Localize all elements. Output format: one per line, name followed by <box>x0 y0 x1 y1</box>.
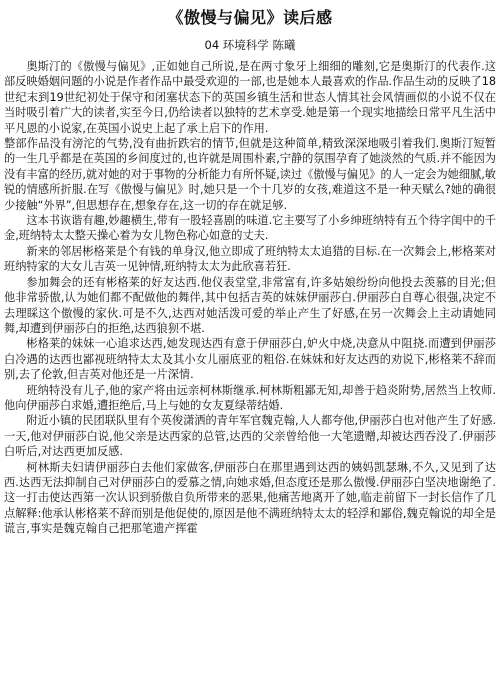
paragraph-8: 附近小镇的民团联队里有个英俊潇洒的青年军官魏克翰,人人都夸他,伊丽莎白也对他产生了好感.一天,他对伊丽莎白说,他父亲是达西家的总管,达西的父亲曾给他一大笔遗赠,却被达西吞没了.伊丽莎白听后,对达西更加反感. <box>4 414 496 459</box>
document-title: 《傲慢与偏见》读后感 <box>167 8 333 27</box>
paragraph-5: 参加舞会的还有彬格莱的好友达西.他仪表堂堂,非常富有,许多姑娘纷纷向他投去羡慕的目光;但他非常骄傲,认为她们都不配做他的舞伴,其中包括吉英的妹妹伊丽莎白.伊丽莎白自尊心很强,决定不去理睬这个傲慢的家伙.可是不久,达西对她活泼可爱的举止产生了好感,在另一次舞会上主动请她同舞,却遭到伊丽莎白的拒绝,达西狼狈不堪. <box>4 275 496 335</box>
paragraph-2: 整部作品没有滂沱的气势,没有曲折跌宕的情节,但就是这种简单,精致深深地吸引着我们.奥斯汀短暂的一生几乎都是在英国的乡间度过的,也许就是周围朴素,宁静的氛围孕育了她淡然的气质.并不能因为没有丰富的经历,就对她的对于事物的分析能力有所怀疑,读过《傲慢与偏见》的人一定会为她细腻,敏锐的情感所折服.在写《傲慢与偏见》时,她只是一个十几岁的女孩,难道这不是一种天赋么?她的确很少接触“外界”,但思想存在,想象存在,这一切的存在就足够. <box>4 137 496 212</box>
document-body <box>4 59 496 537</box>
paragraph-3: 这本书诙谐有趣,妙趣横生,带有一股轻喜剧的味道.它主要写了小乡绅班纳特有五个待字闺中的千金,班纳特太太整天操心着为女儿物色称心如意的丈夫. <box>4 214 496 243</box>
paragraph-6: 彬格莱的妹妹一心追求达西,她发现达西有意于伊丽莎白,妒火中烧,决意从中阻挠.而遭到伊丽莎白冷遇的达西也鄙视班纳特太太及其小女儿丽底亚的粗俗.在妹妹和好友达西的劝说下,彬格莱不辞而别,去了伦敦,但吉英对他还是一片深情. <box>4 337 496 382</box>
paragraph-1: 奥斯汀的《傲慢与偏见》,正如她自己所说,是在两寸象牙上细细的雕刻,它是奥斯汀的代表作.这部反映婚姻问题的小说是作者作品中最受欢迎的一部,也是她本人最喜欢的作品.作品生动的反映了18世纪末到19世纪初处于保守和闭塞状态下的英国乡镇生活和世态人情其社会风情画似的小说不仅在当时吸引着广大的读者,实至今日,仍给读者以独特的艺术享受.她是第一个现实地描绘日常平凡生活中平凡恩的小说家,在英国小说史上起了承上启下的作用. <box>4 60 496 135</box>
paragraph-4: 新来的邻居彬格莱是个有钱的单身汉,他立即成了班纳特太太追猎的目标.在一次舞会上,彬格莱对班纳特家的大女儿吉英一见钟情,班纳特太太为此欣喜若狂. <box>4 244 496 274</box>
author-byline: 04 环境科学 陈曦 <box>204 38 296 52</box>
paragraph-9: 柯林斯夫妇请伊丽莎白去他们家做客,伊丽莎白在那里遇到达西的姨妈凯瑟琳,不久,又见到了达西.达西无法抑制自己对伊丽莎白的爱慕之情,向她求婚,但态度还是那么傲慢.伊丽莎白坚决地谢绝了.这一打击使达西第一次认识到骄傲自负所带来的恶果,他痛苦地离开了她,临走前留下一封长信作了几点解释:他承认彬格莱不辞而别是他促使的,原因是他不满班纳特太太的轻浮和鄙俗,魏克翰说的却全是谎言,事实是魏克翰自己把那笔遗产挥霍 <box>4 460 496 536</box>
paragraph-7: 班纳特没有儿子,他的家产将由远亲柯林斯继承.柯林斯粗鄙无知,却善于趋炎附势,居然当上牧师.他向伊丽莎白求婚,遭拒绝后,马上与她的女友夏绿蒂结婚. <box>4 383 496 412</box>
